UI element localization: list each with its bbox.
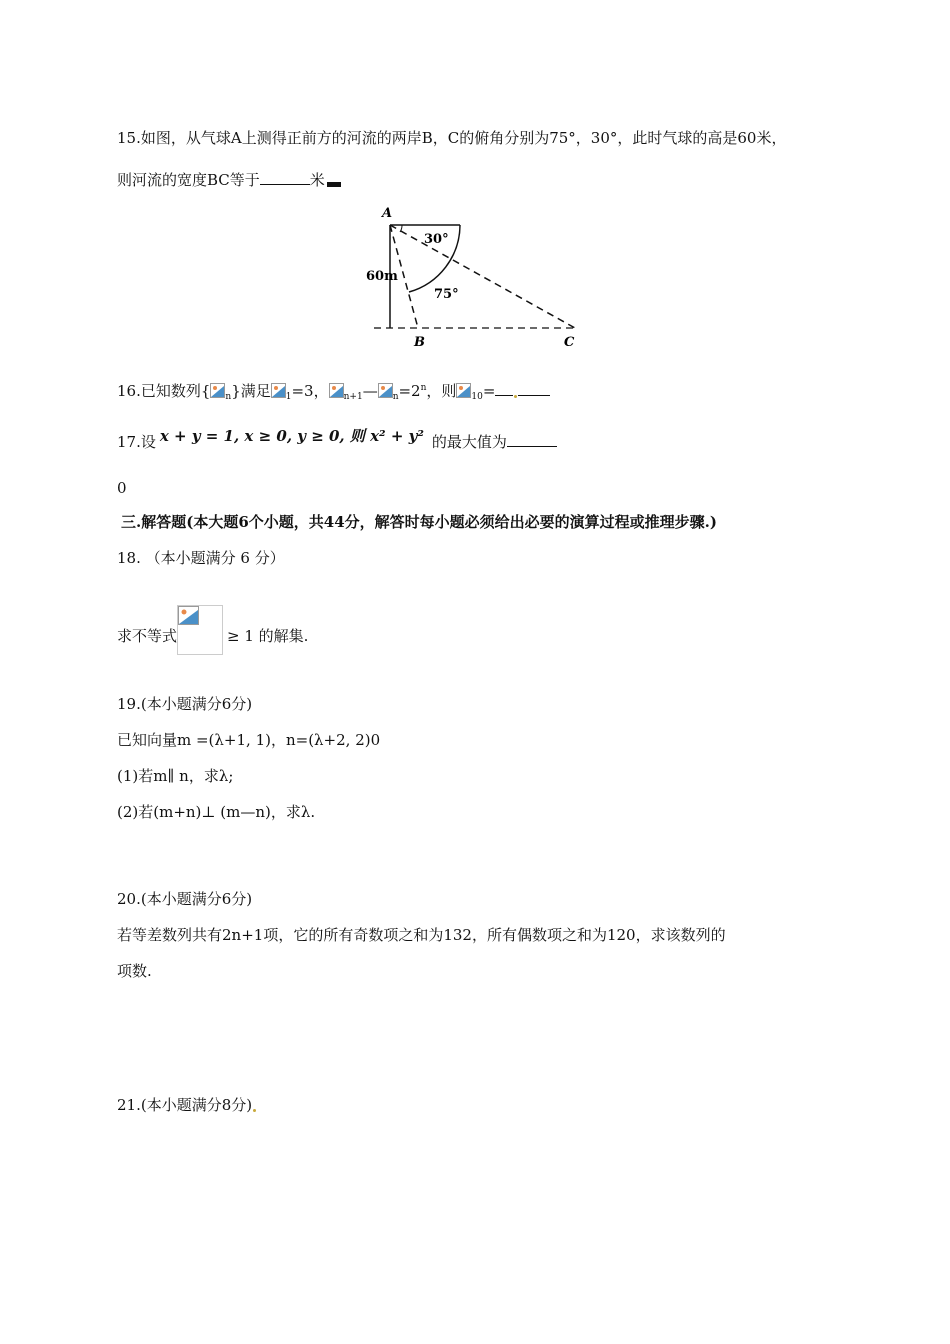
cursor-mark: [327, 182, 341, 187]
q18-line: [117, 605, 308, 655]
q20-line1: 若等差数列共有2n+1项，它的所有奇数项之和为132，所有偶数项之和为120，求该数列的: [117, 926, 726, 944]
stray-dot: [514, 395, 517, 398]
broken-image-icon: [378, 383, 393, 398]
sightline-c: [390, 225, 575, 328]
broken-image-icon: [456, 383, 471, 398]
section-3-title: 三.解答题(本大题6个小题，共44分，解答时每小题必须给出必要的演算过程或推理步骤.): [121, 513, 717, 531]
broken-image-icon: [329, 383, 344, 398]
label-b: B: [414, 335, 425, 350]
q19-line1: 已知向量m =(λ+1, 1)，n=(λ+2, 2)0: [117, 731, 381, 749]
q20-line2: 项数.: [117, 962, 152, 980]
stray-dot: [253, 1109, 256, 1112]
q20-header: 20.(本小题满分6分): [117, 890, 253, 908]
broken-image-icon: [210, 383, 225, 398]
q15-line2-prefix: 则河流的宽度BC等于: [117, 171, 260, 189]
label-c: C: [564, 335, 575, 350]
q16-then: ，则: [426, 382, 457, 400]
q16-eq3: =: [482, 382, 496, 400]
q18-prefix: 求不等式: [117, 627, 178, 645]
q17-suffix: 的最大值为: [431, 433, 507, 451]
q16-eq1: =3，: [291, 382, 329, 400]
q16-prefix: 16.已知数列{: [117, 382, 211, 400]
balloon-figure: [360, 203, 585, 358]
q15-line2: [117, 170, 341, 190]
label-angle-30: 30°: [424, 232, 449, 247]
fraction-image: [177, 605, 223, 655]
q16-line: [117, 378, 550, 407]
q21-header-text: 21.(本小题满分8分): [117, 1096, 253, 1114]
q16-sub-n1: n+1: [343, 392, 363, 402]
q19-header: 19.(本小题满分6分): [117, 695, 253, 713]
answer-blank: [518, 381, 550, 396]
label-a: A: [382, 206, 393, 221]
q17-expression: x + y = 1, x ≥ 0, y ≥ 0, 则 x² + y²: [159, 427, 424, 445]
q16-mid: }满足: [231, 382, 271, 400]
q16-sub-10: 10: [471, 392, 483, 402]
balloon-diagram: [360, 203, 585, 358]
q19-line2: (1)若m∥ n，求λ;: [117, 767, 234, 785]
q16-sub-n2: n: [392, 392, 399, 402]
q17-line: [117, 426, 557, 452]
q16-sub-1: 1: [285, 392, 292, 402]
q18-suffix: ≥ 1 的解集.: [227, 627, 309, 645]
q16-minus: —: [362, 382, 378, 400]
answer-blank: [260, 170, 310, 185]
q17-prefix: 17.设: [117, 433, 156, 451]
q21-header: [117, 1095, 257, 1115]
q15-line2-suffix: 米: [309, 171, 325, 189]
q18-header: 18. （本小题满分 6 分）: [117, 549, 285, 567]
label-height: 60m: [366, 269, 398, 284]
answer-blank: [495, 381, 513, 396]
q19-line3: (2)若(m+n)⊥ (m—n)，求λ.: [117, 803, 316, 821]
broken-image-icon: [271, 383, 286, 398]
q16-eq2: =2: [398, 382, 421, 400]
label-angle-75: 75°: [434, 287, 459, 302]
stray-zero: 0: [117, 479, 127, 497]
q16-sub-n: n: [225, 392, 232, 402]
q15-line1: 15.如图，从气球A上测得正前方的河流的两岸B，C的俯角分别为75°，30°，此时气球的高是60米，: [117, 129, 787, 147]
q16-sup-n: n: [420, 383, 427, 393]
answer-blank: [507, 432, 557, 447]
